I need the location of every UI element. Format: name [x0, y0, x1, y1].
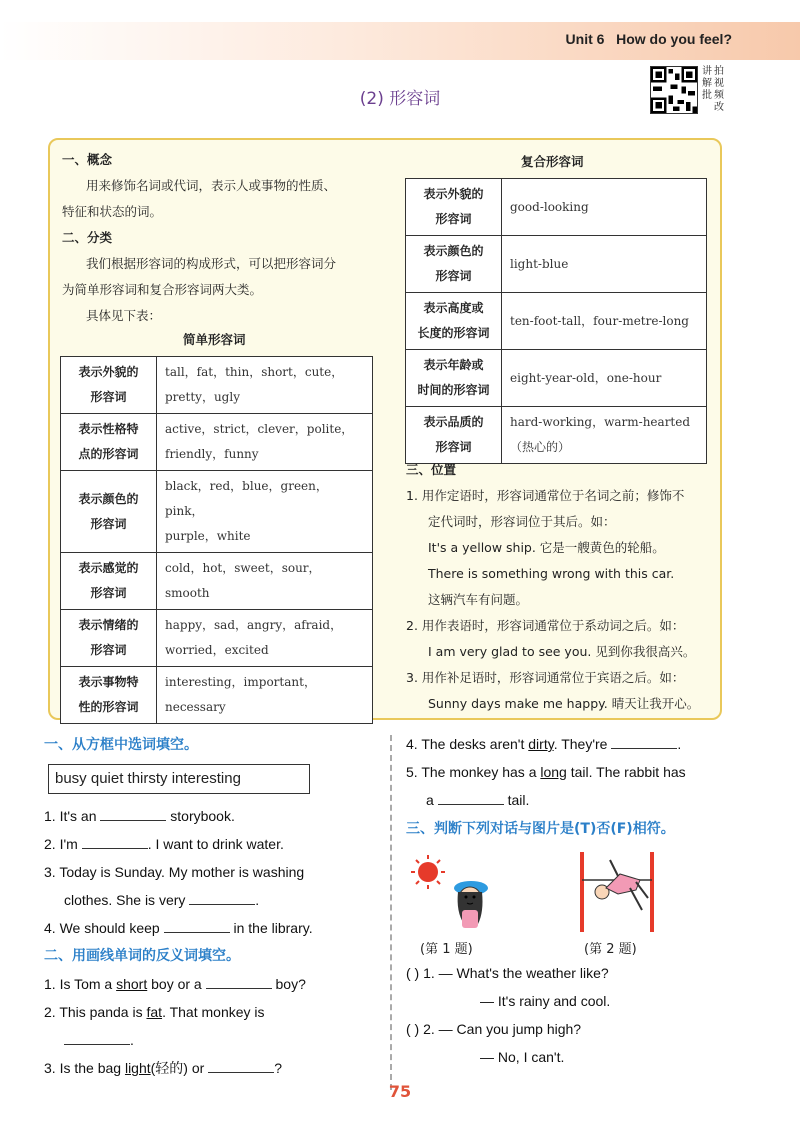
table-row: [61, 667, 373, 724]
ex3-answer-1: — It's rainy and cool.: [480, 993, 611, 1009]
ex2-question-5-cont: a tail.: [426, 792, 530, 808]
position-rule-line: It's a yellow ship. 它是一艘黄色的轮船。: [428, 540, 665, 555]
adjective-examples: eight-year-old，one-hour: [502, 350, 707, 407]
ex2-question-5: 5. The monkey has a long tail. The rabbit has: [406, 764, 686, 780]
adjective-category: 表示年龄或 时间的形容词: [406, 350, 502, 407]
sun-icon: [411, 855, 445, 889]
ex1-question-2: 2. I'm . I want to drink water.: [44, 836, 284, 852]
position-rule-line: 1. 用作定语时，形容词通常位于名词之前；修饰不: [406, 488, 685, 503]
table-row: [406, 350, 707, 407]
adjective-examples: happy，sad，angry，afraid， worried，excited: [157, 610, 373, 667]
classification-text-cont: 为简单形容词和复合形容词两大类。: [62, 282, 263, 297]
compound-adjective-table: [405, 178, 707, 464]
exercise-3-title: 三、判断下列对话与图片是(T)否(F)相符。: [406, 821, 675, 837]
table-row: [61, 414, 373, 471]
adjective-examples: tall，fat，thin，short，cute， pretty，ugly: [157, 357, 373, 414]
ex1-question-4: 4. We should keep in the library.: [44, 920, 313, 936]
ex2-question-2-cont: .: [64, 1026, 134, 1054]
column-divider: [390, 735, 392, 1090]
adjective-category: 表示外貌的 形容词: [61, 357, 157, 414]
adjective-examples: interesting，important， necessary: [157, 667, 373, 724]
answer-blank[interactable]: [438, 791, 504, 805]
position-rule-line: I am very glad to see you. 见到你我很高兴。: [428, 644, 696, 659]
position-rule-line: Sunny days make me happy. 晴天让我开心。: [428, 696, 700, 711]
adjective-examples: cold，hot，sweet，sour，smooth: [157, 553, 373, 610]
concept-text-cont: 特征和状态的词。: [62, 204, 163, 219]
classification-text: 我们根据形容词的构成形式，可以把形容词分: [86, 256, 337, 271]
answer-blank[interactable]: [189, 891, 255, 905]
ex2-question-3: 3. Is the bag light(轻的) or ?: [44, 1060, 282, 1076]
heading-concept: 一、概念: [62, 152, 113, 167]
table-row: [61, 357, 373, 414]
simple-adjective-table: [60, 356, 373, 724]
table-row: [406, 407, 707, 464]
ex2-question-2: 2. This panda is fat. That monkey is: [44, 1004, 265, 1020]
answer-blank[interactable]: [206, 975, 272, 989]
ex3-answer-2: — No, I can't.: [480, 1049, 565, 1065]
ex2-question-1: 1. Is Tom a short boy or a boy?: [44, 976, 306, 992]
ex1-question-3: 3. Today is Sunday. My mother is washing: [44, 864, 305, 880]
table-row: [406, 179, 707, 236]
answer-blank[interactable]: [82, 835, 148, 849]
adjective-category: 表示事物特 性的形容词: [61, 667, 157, 724]
answer-blank[interactable]: [208, 1059, 274, 1073]
compound-table-title: 复合形容词: [521, 154, 584, 169]
unit-title: How do you feel?: [616, 31, 732, 47]
ex3-question-2: ( ) 2. — Can you jump high?: [406, 1021, 582, 1037]
picture-1-caption: (第 1 题): [420, 942, 473, 957]
table-row: [406, 236, 707, 293]
ex2-question-4: 4. The desks aren't dirty. They're .: [406, 736, 682, 752]
adjective-category: 表示颜色的 形容词: [61, 471, 157, 553]
adjective-examples: ten-foot-tall，four-metre-long: [502, 293, 707, 350]
unit-label: Unit 6: [565, 31, 605, 47]
adjective-category: 表示品质的 形容词: [406, 407, 502, 464]
answer-blank[interactable]: [64, 1031, 130, 1045]
adjective-category: 表示情绪的 形容词: [61, 610, 157, 667]
table-row: [61, 610, 373, 667]
heading-position: 三、位置: [406, 462, 457, 477]
concept-text: 用来修饰名词或代词，表示人或事物的性质、: [86, 178, 337, 193]
answer-blank[interactable]: [100, 807, 166, 821]
position-rule-line: 定代词时，形容词位于其后。如：: [428, 514, 616, 529]
adjective-category: 表示感觉的 形容词: [61, 553, 157, 610]
ex1-question-1: 1. It's an storybook.: [44, 808, 235, 824]
position-rule-line: There is something wrong with this car.: [428, 566, 675, 581]
see-table-text: 具体见下表：: [86, 308, 162, 323]
adjective-category: 表示外貌的 形容词: [406, 179, 502, 236]
table-row: [406, 293, 707, 350]
adjective-category: 表示颜色的 形容词: [406, 236, 502, 293]
qr-code-icon[interactable]: [650, 66, 698, 114]
simple-table-title: 简单形容词: [183, 332, 246, 347]
answer-blank[interactable]: [611, 735, 677, 749]
adjective-examples: black，red，blue，green，pink， purple，white: [157, 471, 373, 553]
position-rule-line: 这辆汽车有问题。: [428, 592, 529, 607]
ex1-question-3-cont: clothes. She is very .: [64, 892, 260, 908]
heading-classification: 二、分类: [62, 230, 113, 245]
unit-header: [566, 31, 732, 47]
sunny-girl-picture: [408, 852, 508, 932]
word-box: busy quiet thirsty interesting: [48, 764, 310, 794]
adjective-category: 表示高度或 长度的形容词: [406, 293, 502, 350]
position-rule-line: 2. 用作表语时，形容词通常位于系动词之后。如：: [406, 618, 685, 633]
adjective-examples: hard-working，warm-hearted （热心的）: [502, 407, 707, 464]
exercise-1-title: 一、从方框中选词填空。: [44, 737, 198, 753]
picture-2-caption: (第 2 题): [584, 942, 637, 957]
page-number: 75: [388, 1082, 412, 1101]
adjective-examples: good-looking: [502, 179, 707, 236]
answer-blank[interactable]: [164, 919, 230, 933]
section-title: (2) 形容词: [359, 89, 441, 109]
position-rule-line: 3. 用作补足语时，形容词通常位于宾语之后。如：: [406, 670, 685, 685]
adjective-examples: light-blue: [502, 236, 707, 293]
table-row: [61, 471, 373, 553]
adjective-category: 表示性格特 点的形容词: [61, 414, 157, 471]
high-jump-picture: [570, 850, 670, 934]
table-row: [61, 553, 373, 610]
exercise-2-title: 二、用画线单词的反义词填空。: [44, 948, 240, 964]
adjective-examples: active，strict，clever，polite， friendly，funny: [157, 414, 373, 471]
ex3-question-1: ( ) 1. — What's the weather like?: [406, 965, 609, 981]
